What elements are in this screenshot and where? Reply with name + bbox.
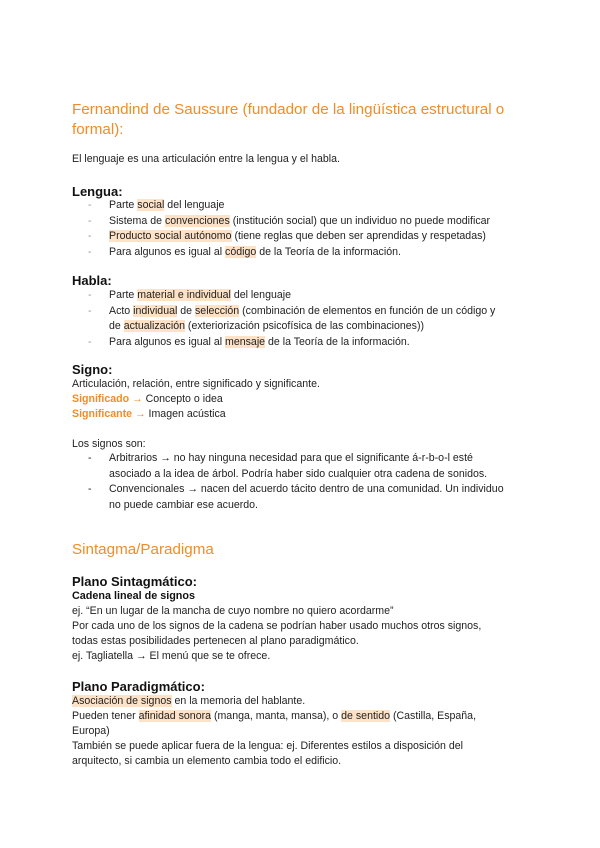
paragraph-line: arquitecto, si cambia un elemento cambia todo el edificio.: [72, 755, 342, 767]
paragraph-line: todas estas posibilidades pertenecen al plano paradigmático.: [72, 635, 359, 647]
signo-definition: Articulación, relación, entre significado y significante.: [72, 378, 320, 390]
significante-line: Significante → Imagen acústica: [72, 408, 226, 420]
list-item: - Producto social autónomo (tiene reglas que deben ser aprendidas y respetadas): [88, 229, 518, 245]
habla-list: [88, 288, 518, 350]
lengua-list: [88, 198, 518, 260]
paragraph-line: Europa): [72, 725, 110, 737]
ejemplo-tagliatella: ej. Tagliatella → El menú que se te ofrece.: [72, 650, 271, 662]
afinidad-line: Pueden tener afinidad sonora (manga, manta, mansa), o de sentido (Castilla, España,: [72, 710, 477, 722]
list-item: - Para algunos es igual al código de la Teoría de la información.: [88, 245, 518, 261]
list-item: - Parte social del lenguaje: [88, 198, 518, 214]
cadena-subheading: Cadena lineal de signos: [72, 590, 195, 602]
saussure-title: Fernandind de Saussure (fundador de la lingüística estructural o formal):: [72, 101, 505, 138]
list-item: - Sistema de convenciones (institución social) que un individuo no puede modificar: [88, 214, 518, 230]
signos-list: [88, 451, 518, 513]
ejemplo-quijote: ej. “En un lugar de la mancha de cuyo nombre no quiero acordarme”: [72, 605, 394, 617]
lengua-heading: Lengua:: [72, 184, 123, 199]
paragraph-line: También se puede aplicar fuera de la lengua: ej. Diferentes estilos a disposición del: [72, 740, 464, 752]
list-item: - Acto individual de selección (combinación de elementos en función de un código y de actualización (exteriorización psicofísica de las combinaciones)): [88, 304, 518, 335]
significado-line: Significado → Concepto o idea: [72, 393, 223, 405]
intro-text: El lenguaje es una articulación entre la lengua y el habla.: [72, 153, 340, 165]
paragraph-line: Por cada uno de los signos de la cadena se podrían haber usado muchos otros signos,: [72, 620, 482, 632]
sintagma-title: Sintagma/Paradigma: [72, 541, 214, 558]
habla-heading: Habla:: [72, 273, 112, 288]
list-item: - Convencionales → nacen del acuerdo tácito dentro de una comunidad. Un individuo no puede cambiar ese acuerdo.: [88, 482, 518, 513]
list-item: - Parte material e individual del lenguaje: [88, 288, 518, 304]
plano-paradigmatico-heading: Plano Paradigmático:: [72, 679, 205, 694]
signo-heading: Signo:: [72, 362, 113, 377]
signos-son: Los signos son:: [72, 438, 146, 450]
list-item: - Para algunos es igual al mensaje de la Teoría de la información.: [88, 335, 518, 351]
plano-sintagmatico-heading: Plano Sintagmático:: [72, 574, 197, 589]
list-item: - Arbitrarios → no hay ninguna necesidad para que el significante á-r-b-o-l esté asociado a la idea de árbol. Podría haber sido cualquier otra cadena de sonidos.: [88, 451, 518, 482]
asociacion-line: Asociación de signos en la memoria del hablante.: [72, 695, 306, 707]
